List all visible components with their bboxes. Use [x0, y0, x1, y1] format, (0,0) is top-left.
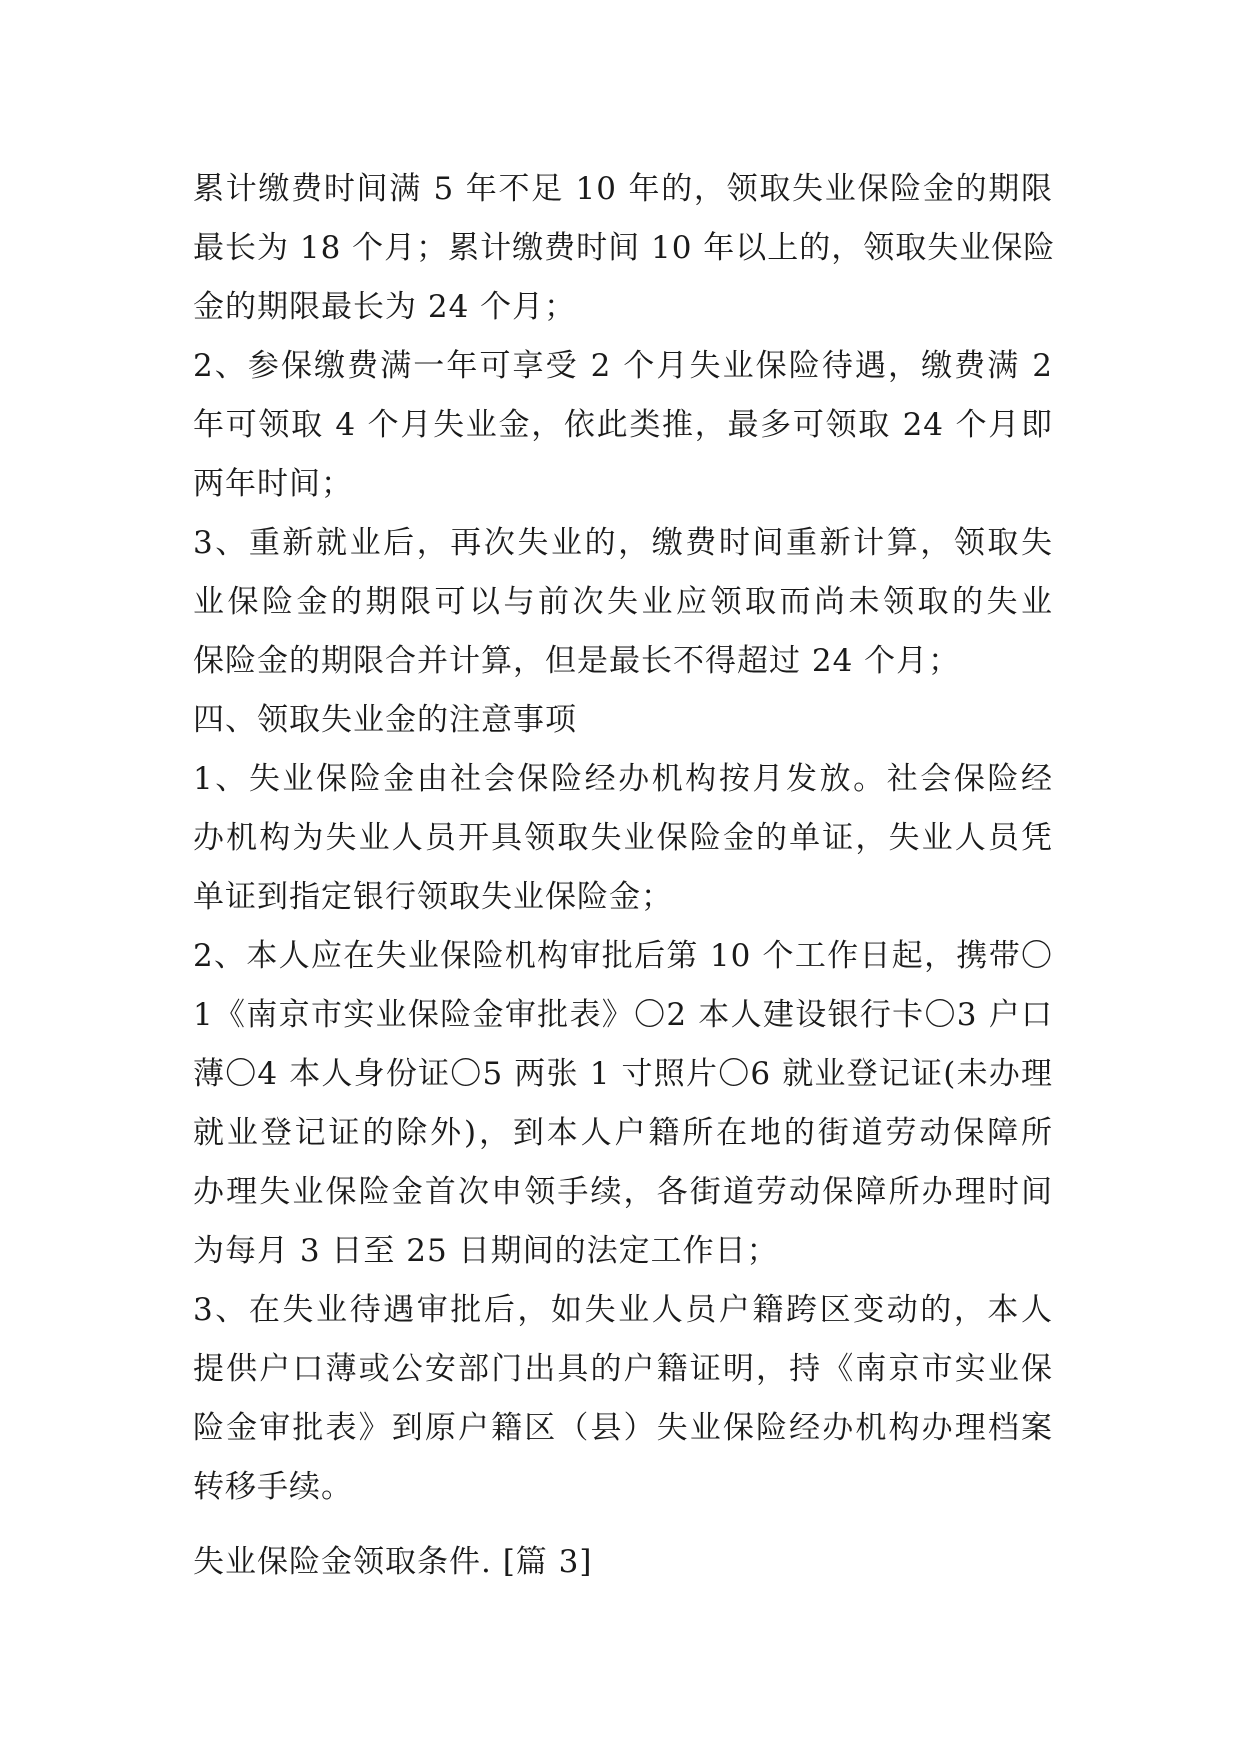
text-line: 累计缴费时间满 5 年不足 10 年的，领取失业保险金的期限: [193, 171, 1053, 207]
text-line: 转移手续。: [193, 1469, 353, 1505]
text-line: 2、本人应在失业保险机构审批后第 10 个工作日起，携带〇: [193, 938, 1053, 974]
paragraph-notice-2: [193, 927, 1053, 1281]
text-line: 最长为 18 个月；累计缴费时间 10 年以上的，领取失业保险: [193, 230, 1056, 266]
paragraph-duration-limits: [193, 160, 1056, 337]
text-line: 金的期限最长为 24 个月；: [193, 289, 577, 325]
text-line: 保险金的期限合并计算，但是最长不得超过 24 个月；: [193, 643, 961, 679]
section-title-part-3: [193, 1533, 1053, 1592]
text-line: 为每月 3 日至 25 日期间的法定工作日；: [193, 1233, 779, 1269]
text-line: 险金审批表》到原户籍区（县）失业保险经办机构办理档案: [193, 1410, 1053, 1446]
text-line: 薄〇4 本人身份证〇5 两张 1 寸照片〇6 就业登记证(未办理: [193, 1056, 1053, 1092]
text-line: 提供户口薄或公安部门出具的户籍证明，持《南京市实业保: [193, 1351, 1053, 1387]
paragraph-item-2: [193, 337, 1053, 514]
document-body: [193, 160, 1056, 1592]
paragraph-item-3: [193, 514, 1053, 691]
text-line: 年可领取 4 个月失业金，依此类推，最多可领取 24 个月即: [193, 407, 1053, 443]
text-line: 业保险金的期限可以与前次失业应领取而尚未领取的失业: [193, 584, 1053, 620]
text-line: 单证到指定银行领取失业保险金；: [193, 879, 673, 915]
spacer: [193, 1517, 1053, 1533]
heading-text: 失业保险金领取条件. [篇 3]: [193, 1544, 593, 1580]
text-line: 就业登记证的除外)，到本人户籍所在地的街道劳动保障所: [193, 1115, 1053, 1151]
paragraph-notice-3: [193, 1281, 1053, 1517]
paragraph-notice-1: [193, 750, 1053, 927]
text-line: 1《南京市实业保险金审批表》〇2 本人建设银行卡〇3 户口: [193, 997, 1053, 1033]
text-line: 2、参保缴费满一年可享受 2 个月失业保险待遇，缴费满 2: [193, 348, 1053, 384]
text-line: 办机构为失业人员开具领取失业保险金的单证，失业人员凭: [193, 820, 1053, 856]
text-line: 两年时间；: [193, 466, 353, 502]
text-line: 3、重新就业后，再次失业的，缴费时间重新计算，领取失: [193, 525, 1053, 561]
text-line: 办理失业保险金首次申领手续，各街道劳动保障所办理时间: [193, 1174, 1053, 1210]
text-line: 1、失业保险金由社会保险经办机构按月发放。社会保险经: [193, 761, 1053, 797]
text-line: 3、在失业待遇审批后，如失业人员户籍跨区变动的，本人: [193, 1292, 1053, 1328]
section-heading: [193, 691, 1053, 750]
heading-text: 四、领取失业金的注意事项: [193, 702, 577, 738]
